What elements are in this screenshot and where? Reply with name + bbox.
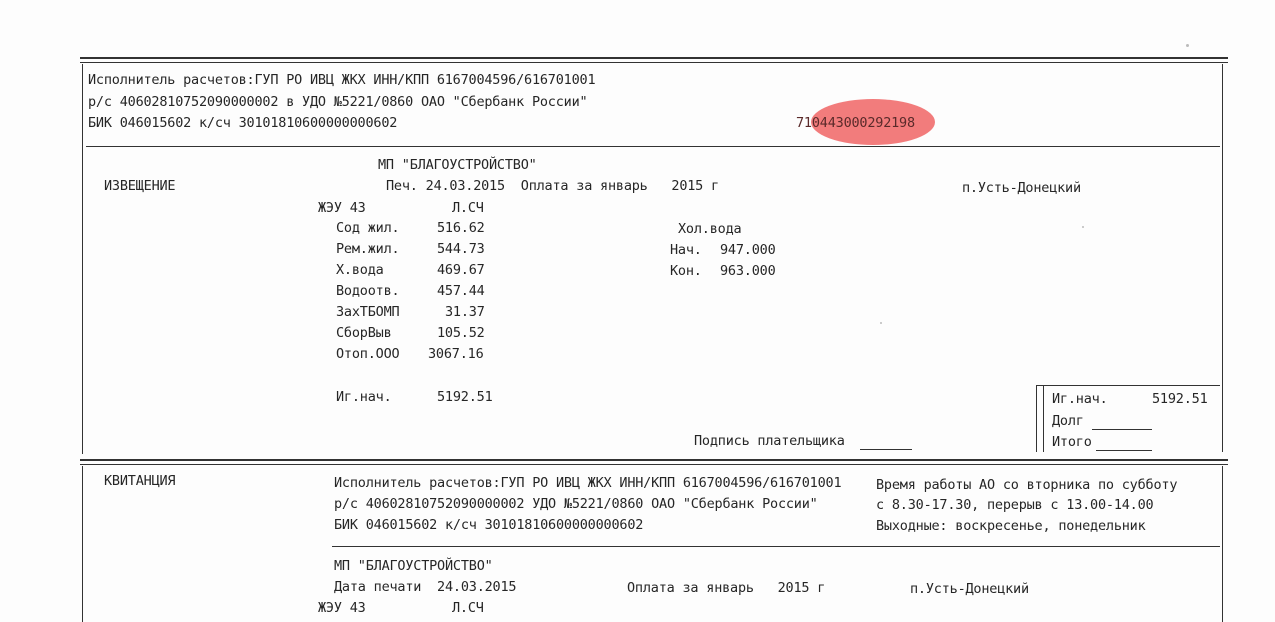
receipt-org-name: МП "БЛАГОУСТРОЙСТВО" <box>334 558 493 574</box>
receipt-payment-line: Оплата за январь 2015 г <box>627 580 826 596</box>
print-date-line: Печ. 24.03.2015 Оплата за январь 2015 г <box>386 178 719 194</box>
receipt-place-name: п.Усть-Донецкий <box>910 581 1029 597</box>
charge-name: Сод жил. <box>336 220 400 236</box>
charge-name: Водоотв. <box>336 283 400 299</box>
org-name: МП "БЛАГОУСТРОЙСТВО" <box>378 157 537 173</box>
top-rule-1 <box>80 57 1228 59</box>
charge-value: 544.73 <box>437 241 485 257</box>
top-rule-2 <box>80 62 1228 63</box>
totals-box-top <box>1036 385 1220 386</box>
zhu-label: ЖЭУ 43 <box>318 200 366 216</box>
debt-blank-line <box>1092 417 1152 430</box>
receipt-payee-line-1: Исполнитель расчетов:ГУП РО ИВЦ ЖКХ ИНН/КПП 6167004596/616701001 <box>334 475 842 491</box>
hours-line-2: с 8.30-17.30, перерыв с 13.00-14.00 <box>876 497 1154 513</box>
payee-line-3: БИК 046015602 к/сч 30101810600000000602 <box>88 115 398 131</box>
charge-value: 105.52 <box>437 325 485 341</box>
right-frame-line <box>1222 64 1223 452</box>
signature-blank-line <box>860 437 912 450</box>
totals-box-left <box>1036 386 1037 452</box>
account-id: 710443000292198 <box>796 115 915 131</box>
charge-value: 31.37 <box>445 304 485 320</box>
section-label-notice: ИЗВЕЩЕНИЕ <box>104 178 176 194</box>
middle-rule-2 <box>80 464 1228 465</box>
left-frame-line-lower <box>82 466 83 622</box>
left-frame-line <box>82 64 83 454</box>
charge-name: Рем.жил. <box>336 241 400 257</box>
ls-label: Л.СЧ <box>452 200 484 216</box>
section-label-receipt: КВИТАНЦИЯ <box>104 473 176 489</box>
meter-title: Хол.вода <box>678 221 742 237</box>
totals-box-left-inner <box>1043 386 1044 452</box>
scan-speck <box>1082 226 1084 228</box>
grand-blank-line <box>1096 438 1152 451</box>
charge-name: СборВыв <box>336 325 392 341</box>
charge-name: Отоп.ООО <box>336 346 400 362</box>
box-total-label: Иг.нач. <box>1052 391 1108 407</box>
scan-speck <box>880 322 882 324</box>
box-debt-label: Долг <box>1052 413 1084 429</box>
receipt-payee-line-2: р/с 40602810752090000002 УДО №5221/0860 ОАО "Сбербанк России" <box>334 496 818 512</box>
place-name: п.Усть-Донецкий <box>962 180 1081 196</box>
charge-value: 469.67 <box>437 262 485 278</box>
charge-name: ЗахТБОМП <box>336 304 400 320</box>
meter-start-label: Нач. <box>670 242 702 258</box>
signature-label: Подпись плательщика <box>694 433 845 449</box>
header-separator <box>86 146 1220 147</box>
hours-line-3: Выходные: воскресенье, понедельник <box>876 518 1146 534</box>
receipt-print-date: Дата печати 24.03.2015 <box>334 579 517 595</box>
middle-rule-1 <box>80 459 1228 461</box>
charge-value: 516.62 <box>437 220 485 236</box>
scan-speck <box>1186 44 1189 47</box>
box-total-value: 5192.51 <box>1152 391 1208 407</box>
payee-line-1: Исполнитель расчетов:ГУП РО ИВЦ ЖКХ ИНН/КПП 6167004596/616701001 <box>88 72 596 88</box>
box-grand-label: Итого <box>1052 434 1092 450</box>
receipt-payee-line-3: БИК 046015602 к/сч 30101810600000000602 <box>334 517 644 533</box>
charge-value: 3067.16 <box>428 346 484 362</box>
total-value: 5192.51 <box>437 389 493 405</box>
receipt-zhu-label: ЖЭУ 43 <box>318 600 366 616</box>
meter-end-label: Кон. <box>670 263 702 279</box>
right-frame-line-lower <box>1222 466 1223 622</box>
total-label: Иг.нач. <box>336 389 392 405</box>
receipt-header-separator <box>332 546 1220 547</box>
charge-value: 457.44 <box>437 283 485 299</box>
receipt-ls-label: Л.СЧ <box>452 600 484 616</box>
payee-line-2: р/с 40602810752090000002 в УДО №5221/0860 ОАО "Сбербанк России" <box>88 94 588 110</box>
meter-end-value: 963.000 <box>720 263 776 279</box>
meter-start-value: 947.000 <box>720 242 776 258</box>
charge-name: Х.вода <box>336 262 384 278</box>
hours-line-1: Время работы АО со вторника по субботу <box>876 477 1178 493</box>
